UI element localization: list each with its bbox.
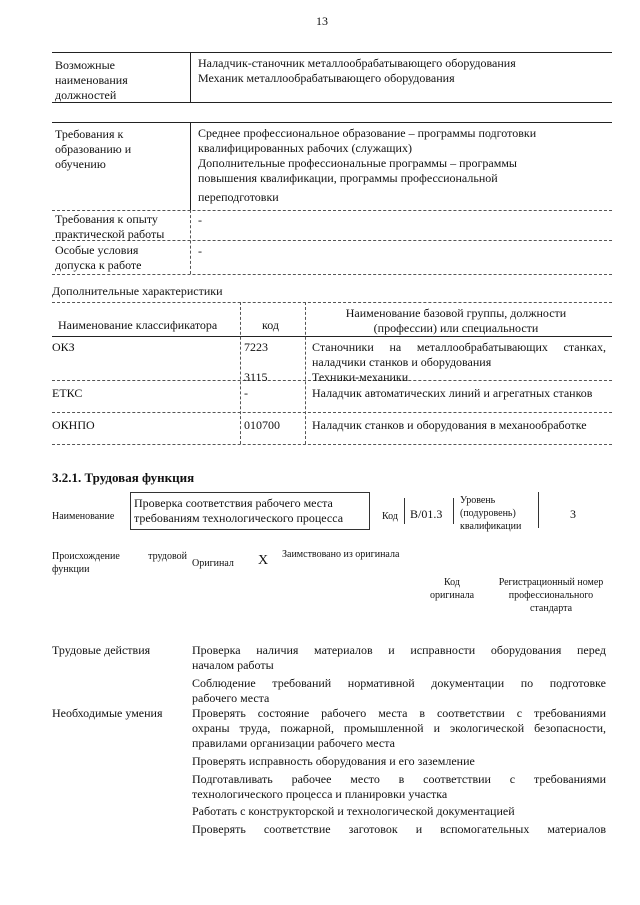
special-conditions-label: Особые условия допуска к работе [55, 243, 142, 272]
function-name-label: Наименование [52, 511, 115, 522]
job-title-1: Наладчик-станочник металлообрабатывающего оборудования [198, 56, 516, 70]
origin-code-label: Код оригинала [429, 577, 475, 601]
experience-label: Требования к опыту практической работы [55, 212, 165, 241]
function-level: 3 [570, 507, 576, 521]
education-line-3: Дополнительные профессиональные программы – программы [198, 156, 517, 170]
function-level-label: Уровень (подуровень) квалификации [460, 495, 522, 532]
header-name: Наименование базовой группы, должности (профессии) или специальности [345, 306, 567, 335]
education-line-4: повышения квалификации, программы профессиональной [198, 171, 498, 185]
additional-title: Дополнительные характеристики [52, 284, 223, 298]
skill-3-line-1: Подготавливать рабочее место в соответствии с требованиями [192, 772, 606, 786]
row-oknpo-classifier: ОКНПО [52, 418, 95, 432]
row-okz-classifier: ОКЗ [52, 340, 75, 354]
education-label: Требования к образованию и обучению [55, 127, 132, 171]
row-oknpo-code: 010700 [244, 418, 280, 432]
special-conditions-value: - [198, 244, 202, 258]
row-etks-name: Наладчик автоматических линий и агрегатных станков [312, 386, 593, 400]
job-titles-label: Возможные наименования должностей [55, 58, 128, 102]
action-1-line-2: началом работы [192, 658, 274, 672]
skill-1-line-2: охраны труда, пожарной, промышленной и экологической безопасности, [192, 721, 606, 735]
experience-value: - [198, 213, 202, 227]
action-2-line-2: рабочего места [192, 691, 270, 705]
origin-label: Происхождение трудовой функции [52, 551, 187, 575]
action-1-line-1: Проверка наличия материалов и исправности оборудования перед [192, 643, 606, 657]
skills-label: Необходимые умения [52, 706, 163, 720]
row-etks-code: - [244, 386, 248, 400]
page-number: 13 [316, 14, 328, 28]
skill-5-line-1: Проверять соответствие заготовок и вспомогательных материалов [192, 822, 606, 836]
education-line-1: Среднее профессиональное образование – программы подготовки [198, 126, 537, 140]
section-title: 3.2.1. Трудовая функция [52, 470, 195, 485]
origin-mark: X [258, 553, 269, 568]
row-okz-code: 7223 [244, 340, 268, 354]
row-3115-name: Техники-механики [312, 370, 409, 384]
actions-label: Трудовые действия [52, 643, 151, 657]
row-etks-classifier: ЕТКС [52, 386, 83, 400]
action-2-line-1: Соблюдение требований нормативной документации по подготовке [192, 676, 606, 690]
row-oknpo-name: Наладчик станков и оборудования в механообработке [312, 418, 587, 432]
skill-1-line-1: Проверять состояние рабочего места в соответствии с требованиями [192, 706, 606, 720]
row-okz-name: Станочники на металлообрабатывающих станках, наладчики станков и оборудования [312, 340, 606, 369]
function-name: Проверка соответствия рабочего места требованиям технологического процесса [134, 496, 344, 525]
header-code: код [262, 318, 279, 332]
row-3115-code: 3115 [244, 370, 268, 384]
skill-1-line-3: правилами организации рабочего места [192, 736, 395, 750]
skill-3-line-2: технологического процесса и планировки участка [192, 787, 448, 801]
origin-borrowed: Заимствовано из оригинала [282, 549, 400, 560]
origin-reg-label: Регистрационный номер профессионального стандарта [498, 577, 604, 614]
skill-4-line-1: Работать с конструкторской и технологической документацией [192, 804, 515, 818]
function-code: B/01.3 [410, 507, 443, 521]
education-line-5: переподготовки [198, 190, 279, 204]
skill-2-line-1: Проверять исправность оборудования и его заземление [192, 754, 475, 768]
job-title-2: Механик металлообрабатывающего оборудования [198, 71, 455, 85]
header-classifier: Наименование классификатора [58, 318, 218, 332]
origin-original: Оригинал [192, 558, 234, 569]
function-code-label: Код [382, 511, 398, 522]
education-line-2: квалифицированных рабочих (служащих) [198, 141, 412, 155]
